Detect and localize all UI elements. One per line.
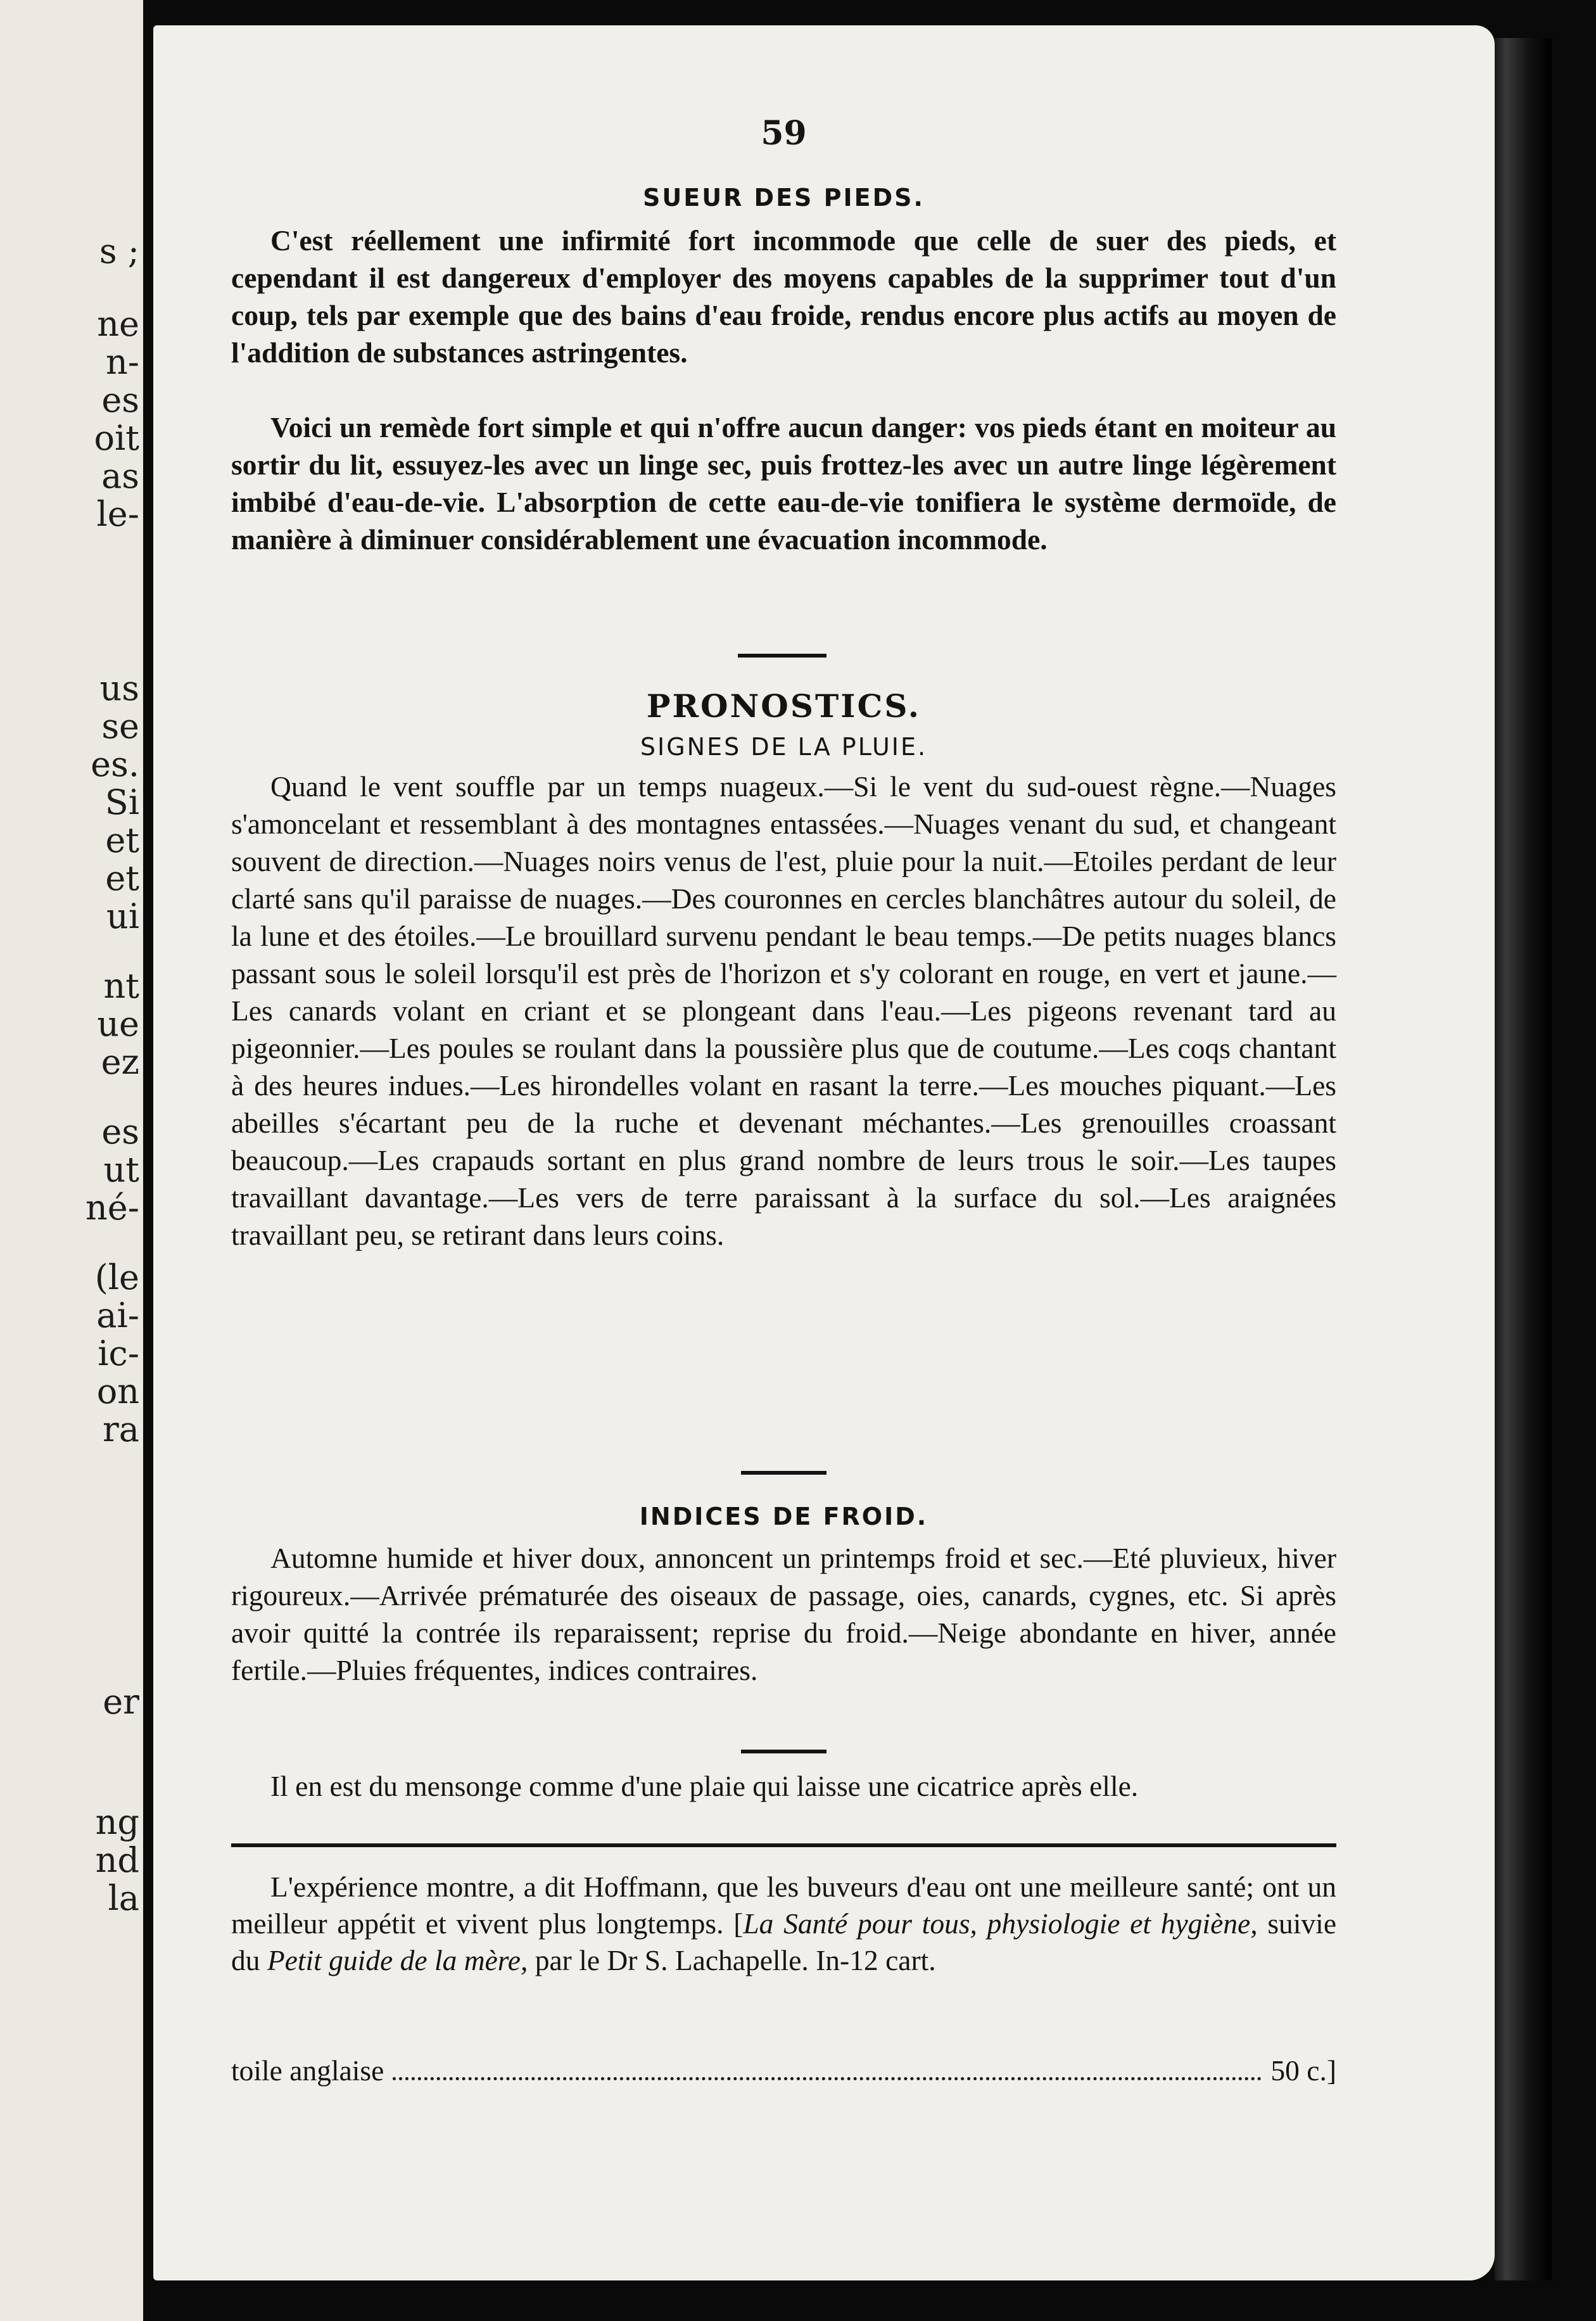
facing-page-text-fragment: ic- [98,1333,139,1373]
advert-guide-title: Petit guide de la mère, [267,1944,528,1976]
facing-page-fragment [0,0,143,2321]
facing-page-text-fragment: as [101,456,139,496]
paragraph-mensonge: Il en est du mensonge comme d'une plaie qui laisse une cicatrice après elle. [270,1770,1139,1802]
section-divider [738,654,826,658]
facing-page-text-fragment: us [99,668,139,708]
facing-page-text-fragment: s ; [99,231,139,271]
paragraph-sueur-1: C'est réellement une infirmité fort incommode que celle de suer des pieds, et cependant il est dangereux d'employer des moyens capables de la supprimer tout d'un coup, tels par exemple que des bains d'eau froide, rendus encore plus actifs au moyen de l'addition de substances astringentes. [231,224,1336,369]
facing-page-text-fragment: (le [94,1257,139,1297]
facing-page-text-fragment: n- [105,342,139,382]
facing-page-text-fragment: la [108,1878,139,1918]
facing-page-text-fragment: et [105,820,139,860]
section-title-pronostics: PRONOSTICS. [646,687,922,725]
page-number: 59 [761,114,807,153]
section-divider [741,1471,826,1475]
facing-page-text-fragment: ut [103,1150,139,1190]
facing-page-text-fragment: se [101,706,139,746]
facing-page-text-fragment: ui [106,896,139,936]
section-divider [741,1750,826,1753]
facing-page-text-fragment: ng [95,1802,139,1842]
paragraph-froid: Automne humide et hiver doux, annoncent un printemps froid et sec.—Eté pluvieux, hiver rigoureux.—Arrivée prématurée des oiseaux de passage, oies, canards, cygnes, etc. Si après avoir quitté la contrée ils reparaissent; reprise du froid.—Neige abondante en hiver, année fertile.—Pluies fréquentes, indices contraires. [231,1542,1336,1686]
advert-text: suivie du [231,1907,1336,1976]
facing-page-text-fragment: et [105,858,139,898]
dot-leader [393,2077,1262,2080]
facing-page-text-fragment: oit [94,418,139,458]
advert-book-title: La Santé pour tous, physiologie et hygiène, [743,1907,1258,1940]
page-edge [1495,38,1552,2280]
facing-page-text-fragment: ai- [96,1295,139,1335]
facing-page-text-fragment: ue [97,1004,139,1044]
advert-text: L'expérience montre, a dit Hoffmann, que les buveurs d'eau ont une meilleure santé; ont un meilleur appétit et vivent plus longtemps. [ [231,1871,1336,1940]
facing-page-text-fragment: es. [91,744,139,784]
book-advertisement [231,1869,1336,2052]
paragraph-sueur-2: Voici un remède fort simple et qui n'offre aucun danger: vos pieds étant en moiteur au sortir du lit, essuyez-les avec un linge sec, puis frottez-les avec un autre linge légèrement imbibé d'eau-de-vie. L'absorption de cette eau-de-vie tonifiera le système dermoïde, de manière à diminuer considérablement une évacuation incommode. [231,411,1336,556]
facing-page-text-fragment: on [96,1371,139,1411]
advert-text: par le Dr S. Lachapelle. In-12 cart. [528,1944,936,1976]
facing-page-text-fragment: ne [97,304,139,344]
facing-page-text-fragment: er [103,1682,139,1722]
section-heading-froid: INDICES DE FROID. [639,1503,928,1530]
footer-rule [231,1843,1336,1847]
section-heading-pluie: SIGNES DE LA PLUIE. [640,733,928,761]
facing-page-text-fragment: nt [103,966,139,1006]
facing-page-text-fragment: ez [101,1042,139,1082]
section-heading-sueur: SUEUR DES PIEDS. [643,184,925,212]
advert-price-line [231,2052,1336,2089]
paragraph-pluie: Quand le vent souffle par un temps nuageux.—Si le vent du sud-ouest règne.—Nuages s'amoncelant et ressemblant à des montagnes entassées.—Nuages venant du sud, et changeant souvent de direction.—Nuages noirs venus de l'est, pluie pour la nuit.—Etoiles perdant de leur clarté sans qu'il paraisse de nuages.—Des couronnes en cercles blanchâtres autour du soleil, de la lune et des étoiles.—Le brouillard survenu pendant le beau temps.—De petits nuages blancs passant sous le soleil lorsqu'il est près de l'horizon et s'y colorant en rouge, en vert et jaune.—Les canards volant en criant et se plongeant dans l'eau.—Les pigeons revenant tard au pigeonnier.—Les poules se roulant dans la poussière plus que de coutume.—Les coqs chantant à des heures indues.—Les hirondelles volant en rasant la terre.—Les mouches piquant.—Les abeilles s'écartant peu de la ruche et devenant méchantes.—Les grenouilles croassant beaucoup.—Les crapauds sortant en plus grand nombre de leurs trous le soir.—Les taupes travaillant davantage.—Les vers de terre paraissant à la surface du sol.—Les araignées travaillant peu, se retirant dans leurs coins. [231,770,1336,1251]
facing-page-text-fragment: nd [95,1840,139,1880]
facing-page-text-fragment: le- [96,494,139,534]
facing-page-text-fragment: es [101,1112,139,1152]
book-gutter [143,0,153,2321]
facing-page-text-fragment: né- [86,1188,139,1228]
advert-price: 50 c.] [1270,2054,1336,2087]
facing-page-text-fragment: es [101,380,139,420]
advert-binding: toile anglaise [231,2054,384,2087]
facing-page-text-fragment: ra [102,1409,139,1449]
facing-page-text-fragment: Si [104,782,139,822]
